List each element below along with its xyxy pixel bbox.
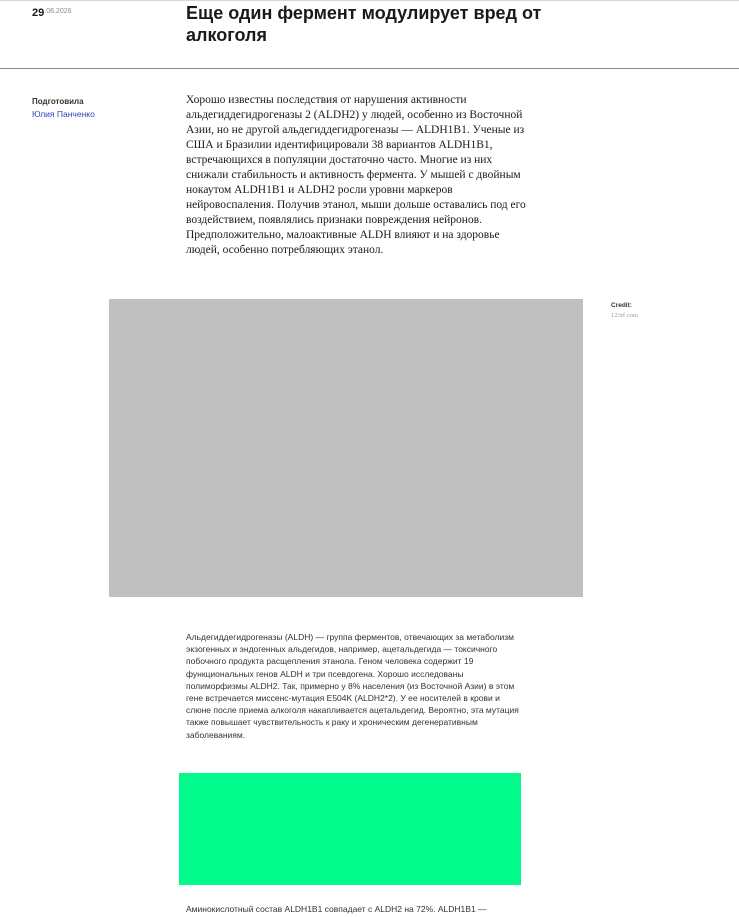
author-link[interactable]: Юлия Панченко	[32, 109, 95, 119]
publication-date	[32, 6, 72, 20]
body-paragraph: Альдегиддегидрогеназы (ALDH) — группа ферментов, отвечающих за метаболизм экзогенных и эндогенных альдегидов, например, ацетальдегида — токсичного побочного продукта расщепления этанола. Геном человека содержит 19 функциональных генов ALDH и три псевдогена. Хорошо исследованы полиморфизмы ALDH2. Так, примерно у 8% населения (из Восточной Азии) в этом гене встречается миссенс-мутация E504K (ALDH2*2). У ее носителей в крови и слюне после приема алкоголя накапливается ацетальдегид. Вероятно, эта мутация также повышает чувствительность к раку и хроническим дегенеративным заболеваниям.	[186, 632, 519, 740]
hero-image	[109, 299, 583, 597]
top-divider	[0, 0, 739, 1]
image-credit-label: Credit:	[611, 302, 632, 309]
embedded-media-block	[179, 773, 521, 885]
author-label: Подготовила	[32, 97, 84, 106]
date-day: 29	[32, 7, 45, 19]
header-divider	[0, 68, 739, 69]
date-month-year: .06.2026	[44, 8, 72, 15]
image-credit-source: 123rf.com	[611, 312, 638, 319]
body-paragraph: Аминокислотный состав ALDH1B1 совпадает с ALDH2 на 72%. ALDH1B1 —	[186, 904, 487, 914]
article-lead: Хорошо известны последствия от нарушения активности альдегиддегидрогеназы 2 (ALDH2) у людей, особенно из Восточной Азии, но не другой альдегиддегидрогеназы — ALDH1B1. Ученые из США и Бразилии идентифицировали 38 вариантов ALDH1B1, встречающихся в популяции достаточно часто. Многие из них снижали стабильность и активность фермента. У мышей с двойным нокаутом ALDH1B1 и ALDH2 росли уровни маркеров нейровоспаления. Получив этанол, мыши дольше оставались под его воздействием, появлялись признаки повреждения нейронов. Предположительно, малоактивные ALDH влияют и на здоровье людей, особенно потребляющих этанол.	[186, 94, 526, 256]
article-title: Еще один фермент модулирует вред от алкоголя	[186, 3, 542, 45]
